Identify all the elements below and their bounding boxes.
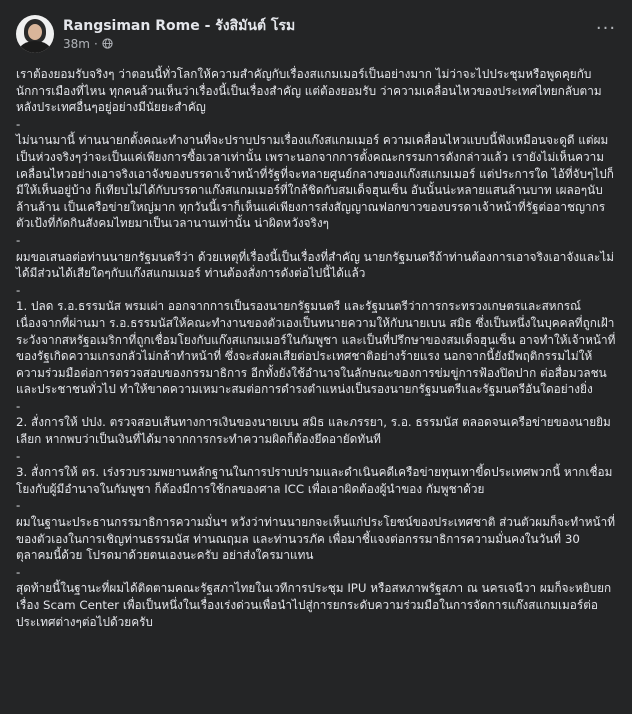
paragraph-separator: - (16, 448, 21, 463)
post-header (16, 14, 616, 54)
post-time[interactable]: 38m (63, 36, 90, 51)
paragraph-separator: - (16, 282, 21, 297)
paragraph-separator: - (16, 564, 21, 579)
globe-icon[interactable] (102, 38, 113, 49)
paragraph-6: 3. สั่งการให้ ตร. เร่งรวบรวมพยานหลักฐานในการปราบปรามและดำเนินคดีเครือข่ายทุนเทาขี้ดประเทศพวกนี้ หากเชื่อมโยงกับผู้มีอำนาจในกัมพูชา ก็ต้องมีการใช้กลของศาล ICC เพื่อเอาผิดต้องผู้นำของ กัมพูชาด้วย (16, 465, 613, 496)
post-subline (63, 36, 295, 52)
post-content (16, 66, 616, 630)
paragraph-separator: - (16, 232, 21, 247)
author-name[interactable]: Rangsiman Rome - รังสิมันต์ โรม (63, 17, 296, 34)
paragraph-5: 2. สั่งการให้ ปปง. ตรวจสอบเส้นทางการเงินของนายเบน สมิธ และภรรยา, ร.อ. ธรรมนัส ตลอดจนเครือข่ายของนายยิม เลียก หากพบว่าเป็นเงินที่ได้มาจากการกระทำความผิดก็ต้องยึดอายัดทันที (16, 415, 611, 447)
avatar[interactable] (16, 15, 54, 53)
paragraph-7: ผมในฐานะประธานกรรมาธิการความมั่นฯ หวังว่าท่านนายกจะเห็นแก่ประโยชน์ของประเทศชาติ ส่วนตัวผมก็จะทำหน้าที่ของตัวเองในการเชิญท่านธรรมนัส ท่านณฤมล และท่านวรภัค เพื่อมาชี้แจงต่อกรรมาธิการความมั่นคงในวันที่ 30 ตุลาคมนี้ด้วย โปรดมาด้วยตนเองนะครับ อย่าส่งใครมาแทน (16, 515, 616, 563)
paragraph-2: ไม่นานมานี้ ท่านนายกตั้งคณะทำงานที่จะปราบปรามเรื่องแก๊งสแกมเมอร์ ความเคลื่อนไหวแบบนี้ฟังเหมือนจะดูดี แต่ผมเป็นห่วงจริงๆว่าจะเป็นแค่เพียงการซื้อเวลาเท่านั้น เพราะนอกจากการตั้งคณะกรรมการดังกล่าวแล้ว เรายังไม่เห็นความเคลื่อนไหวอย่างเอาจริงเอาจังของบรรดาเจ้าหน้าที่รัฐที่จะทลายศูนย์กลางของแก๊งสแกมเมอร์ แต่ประการใด ไอ้ที่จับๆไปก็มีให้เห็นอยู่บ้าง ก็เทียบไม่ได้กับบรรดาแก๊งสแกมเมอร์ที่ใกล้ชิดกับสมเด็จฮุนเซ็น อันนั้นน่ะหลายแสนล้านบาท เผลอๆนับล้านล้าน เป็นเครือข่ายใหญ่มาก ทุกวันนี้เราก็เห็นแค่เพียงการส่งสัญญาณฟอกขาวของบรรดาเจ้าหน้าที่รัฐต่ออาชญากรตัวเป้งที่กัดกินสังคมไทยมาเป็นเวลานานเท่านั้น น่าผิดหวังจริงๆ (16, 133, 614, 231)
paragraph-separator: - (16, 398, 21, 413)
paragraph-8: สุดท้ายนี้ในฐานะที่ผมได้ติดตามคณะรัฐสภาไทยในเวทีการประชุม IPU หรือสหภาพรัฐสภา ณ นครเจนีวา ผมก็จะหยิบยกเรื่อง Scam Center เพื่อเป็นหนึ่งในเรื่องเร่งด่วนเพื่อนำไปสู่การยกระดับความร่วมมือในการจัดการแก๊งสแกมเมอร์ต่อประเทศต่างๆต่อไปด้วยครับ (16, 581, 612, 629)
paragraph-4: 1. ปลด ร.อ.ธรรมนัส พรมเผ่า ออกจากการเป็นรองนายกรัฐมนตรี และรัฐมนตรีว่าการกระทรวงเกษตรและสหกรณ์ เนื่องจากที่ผ่านมา ร.อ.ธรรมนัสให้คณะทำงานของตัวเองเป็นทนายความให้กับนายเบน สมิธ ซึ่งเป็นหนึ่งในบุคคลที่ถูกเฝ้าระวังจากสหรัฐอเมริกาที่ถูกเชื่อมโยงกับแก๊งสแกมเมอร์ในกัมพูชา และเป็นที่ปรึกษาของสมเด็จฮุนเซ็น อาจทำให้เจ้าหน้าที่ของรัฐเกิดความเกรงกลัวไม่กล้าทำหน้าที่ ซึ่งจะส่งผลเสียต่อประเทศชาติอย่างร้ายแรง นอกจากนี้ยังมีพฤติกรรมไม่ให้ความร่วมมือต่อการตรวจสอบของกรรมาธิการ อีกทั้งยังใช้อำนาจในลักษณะของการข่มขู่การฟ้องปิดปาก ต่อสื่อมวลชนและประชาชนทั่วไป ทำให้ขาดความเหมาะสมต่อการดำรงตำแหน่งเป็นรองนายกรัฐมนตรีและรัฐมนตรีอันใดอย่างยิ่ง (16, 299, 616, 397)
post-meta (63, 17, 295, 52)
paragraph-3: ผมขอเสนอต่อท่านนายกรัฐมนตรีว่า ด้วยเหตุที่เรื่องนี้เป็นเรื่องที่สำคัญ นายกรัฐมนตรีถ้าท่านต้องการเอาจริงเอาจังและไม่ได้มีส่วนได้เสียใดๆกับแก๊งสแกมเมอร์ ท่านต้องสั่งการดังต่อไปนี้ได้แล้ว (16, 249, 614, 281)
paragraph-1: เราต้องยอมรับจริงๆ ว่าตอนนี้ทั่วโลกให้ความสำคัญกับเรื่องสแกมเมอร์เป็นอย่างมาก ไม่ว่าจะไปประชุมหรือพูดคุยกับนักการเมืองที่ไหน ทุกคนล้วนเห็นว่าเรื่องนี้เป็นเรื่องสำคัญ แต่ต้องยอมรับ ว่าความเคลื่อนไหวของประเทศไทยกลับตามหลังประเทศอื่นๆอยู่อย่างมีนัยยะสำคัญ (16, 67, 602, 115)
paragraph-separator: - (16, 116, 21, 131)
separator-dot: · (93, 36, 98, 51)
paragraph-separator: - (16, 498, 21, 513)
more-options-button[interactable]: ··· (595, 17, 617, 39)
